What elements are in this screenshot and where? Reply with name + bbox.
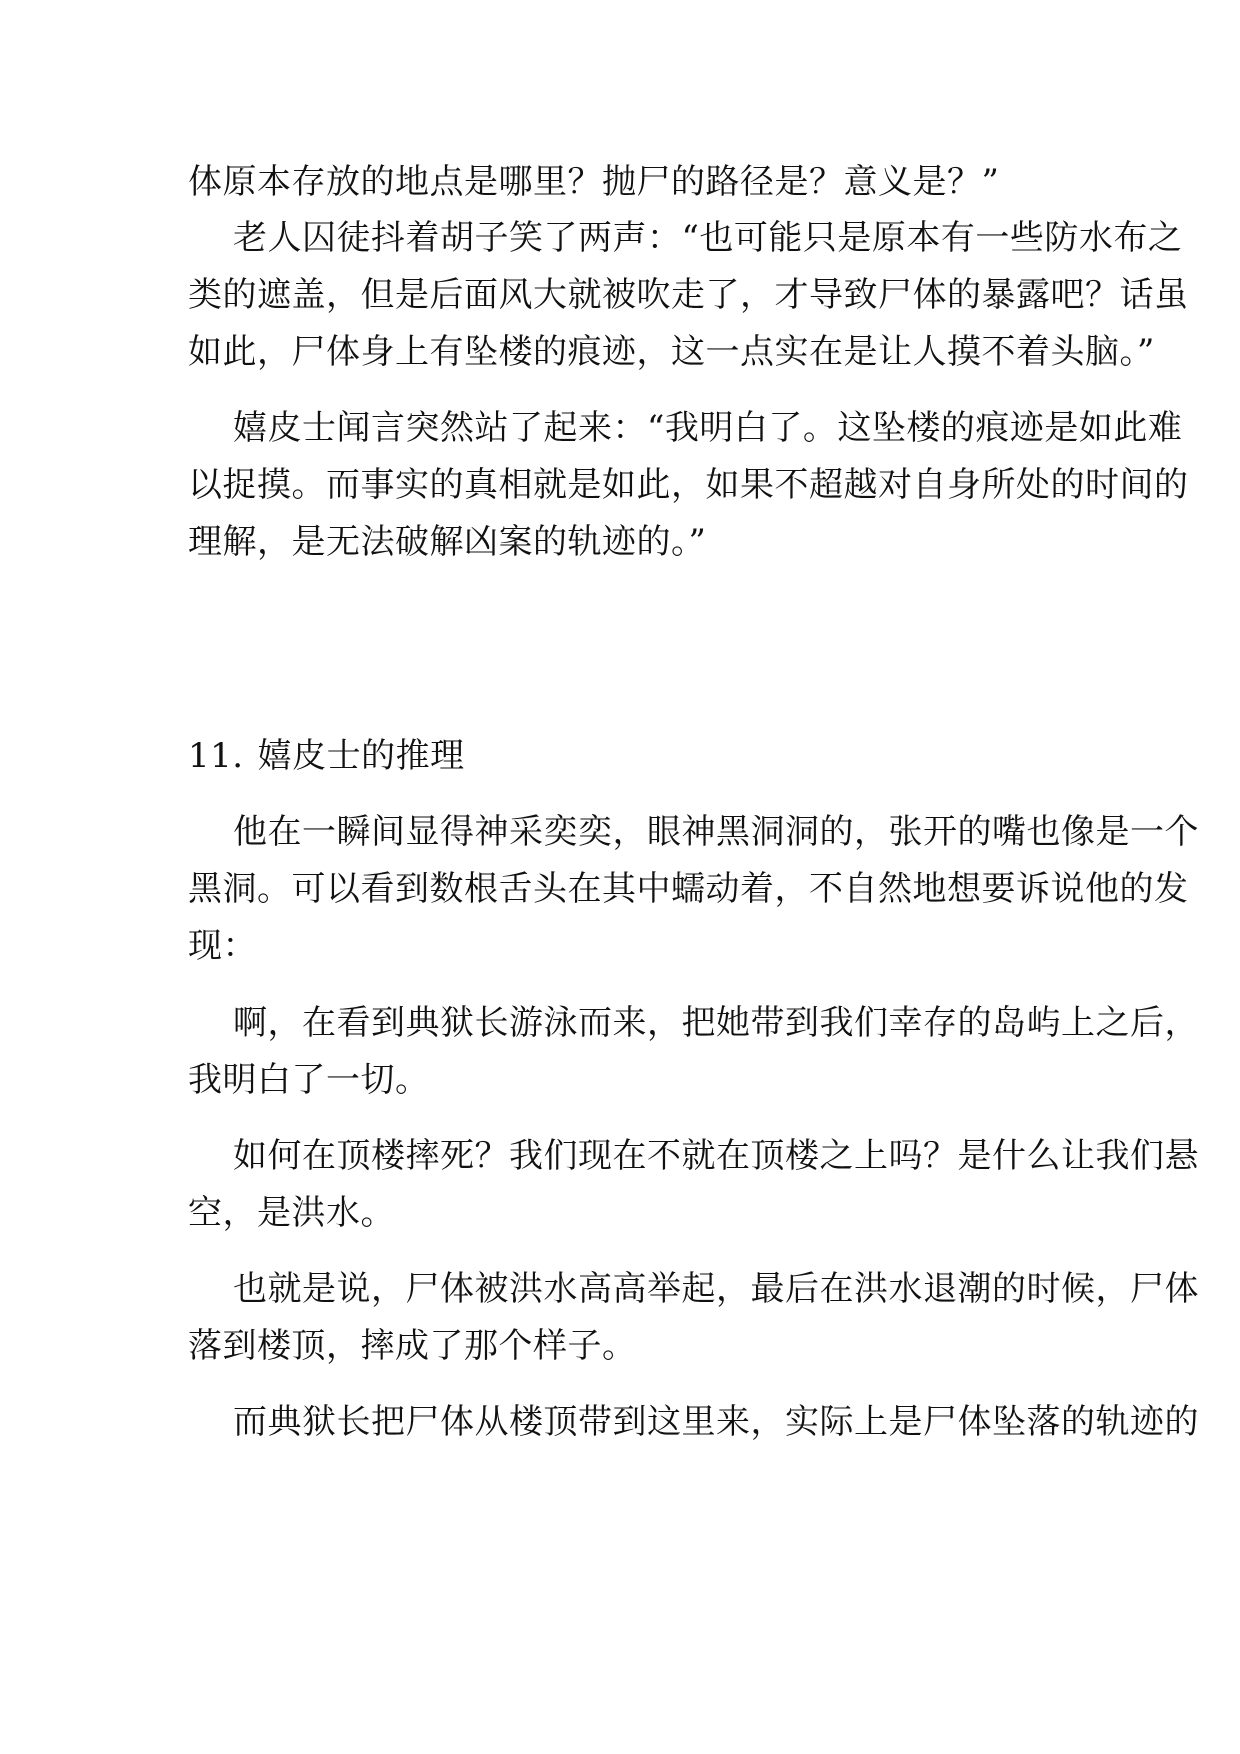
text-line: 啊，在看到典狱长游泳而来，把她带到我们幸存的岛屿上之后，: [233, 1003, 1199, 1043]
text-line: 以捉摸。而事实的真相就是如此，如果不超越对自身所处的时间的: [188, 465, 1189, 505]
text-line: 他在一瞬间显得神采奕奕，眼神黑洞洞的，张开的嘴也像是一个: [233, 812, 1199, 852]
text-line: 而典狱长把尸体从楼顶带到这里来，实际上是尸体坠落的轨迹的: [233, 1402, 1199, 1442]
text-line: 老人囚徒抖着胡子笑了两声：“也可能只是原本有一些防水布之: [233, 218, 1183, 258]
text-line: 如何在顶楼摔死？我们现在不就在顶楼之上吗？是什么让我们悬: [233, 1136, 1199, 1176]
section-heading: [188, 736, 465, 776]
text-line: 嬉皮士闻言突然站了起来：“我明白了。这坠楼的痕迹是如此难: [233, 408, 1183, 448]
section-title: 嬉皮士的推理: [257, 736, 465, 776]
text-line: 也就是说，尸体被洪水高高举起，最后在洪水退潮的时候，尸体: [233, 1269, 1199, 1309]
text-line: 体原本存放的地点是哪里？抛尸的路径是？意义是？”: [188, 162, 1000, 202]
text-line: 黑洞。可以看到数根舌头在其中蠕动着，不自然地想要诉说他的发: [188, 869, 1189, 909]
text-line: 空，是洪水。: [188, 1193, 395, 1233]
text-line: 如此，尸体身上有坠楼的痕迹，这一点实在是让人摸不着头脑。”: [188, 332, 1155, 372]
text-line: 类的遮盖，但是后面风大就被吹走了，才导致尸体的暴露吧？话虽: [188, 275, 1189, 315]
section-number: 11.: [188, 736, 244, 776]
text-line: 我明白了一切。: [188, 1060, 430, 1100]
text-line: 落到楼顶，摔成了那个样子。: [188, 1326, 637, 1366]
text-line: 现：: [188, 926, 257, 966]
text-line: 理解，是无法破解凶案的轨迹的。”: [188, 522, 707, 562]
